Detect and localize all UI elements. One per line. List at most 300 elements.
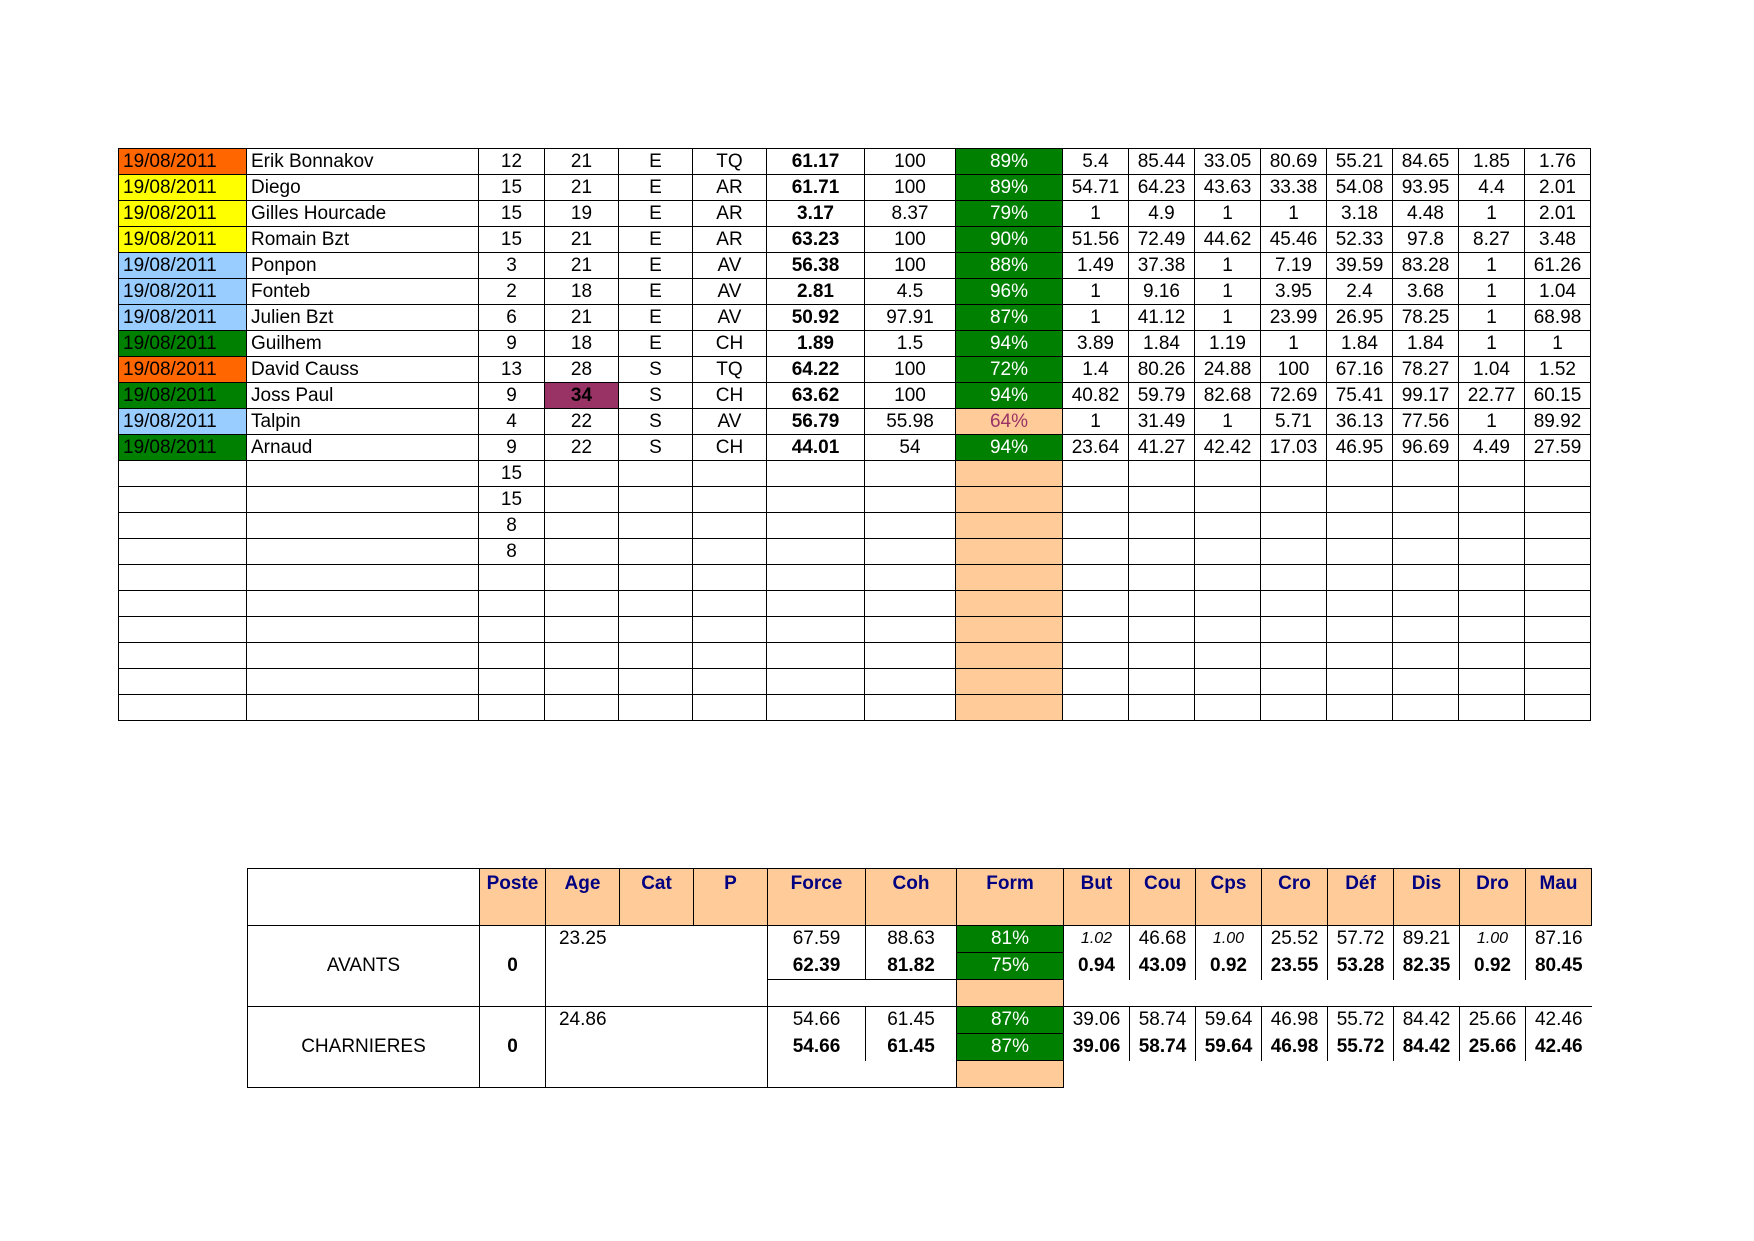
summary-header-mau: Mau (1526, 869, 1592, 926)
summary-body (248, 926, 1592, 1088)
cell-dis: 83.28 (1393, 253, 1459, 279)
summary-header-p: P (694, 869, 768, 926)
cell-player-name (247, 591, 479, 617)
cell-p (694, 926, 768, 953)
cell-date (119, 487, 247, 513)
cell-p (693, 565, 767, 591)
cell-player-name (247, 539, 479, 565)
cell-dro (1459, 565, 1525, 591)
cell-p (693, 591, 767, 617)
cell-poste: 3 (479, 253, 545, 279)
cell-force: 56.38 (767, 253, 865, 279)
cell-def: 55.21 (1327, 149, 1393, 175)
cell-cou: 31.49 (1129, 409, 1195, 435)
cell-form: 87% (956, 305, 1063, 331)
cell-poste: 15 (479, 461, 545, 487)
cell-mau: 1 (1525, 331, 1591, 357)
cell-def (1327, 617, 1393, 643)
spacer-cell (620, 1061, 694, 1088)
avg-cou: 46.68 (1130, 926, 1196, 953)
best-def: 53.28 (1328, 953, 1394, 980)
best-cro: 23.55 (1262, 953, 1328, 980)
cell-but: 1 (1063, 279, 1129, 305)
cell-p-empty (694, 953, 768, 980)
cell-poste: 12 (479, 149, 545, 175)
cell-age-empty (546, 1034, 620, 1061)
cell-cps (1195, 695, 1261, 721)
cell-def (1327, 695, 1393, 721)
cell-mau (1525, 513, 1591, 539)
cell-cro: 23.99 (1261, 305, 1327, 331)
cell-force (767, 565, 865, 591)
best-force: 62.39 (792, 954, 841, 976)
cell-cro (1261, 617, 1327, 643)
cell-age: 28 (545, 357, 619, 383)
cell-but: 3.89 (1063, 331, 1129, 357)
cell-mau (1525, 617, 1591, 643)
cell-poste (479, 591, 545, 617)
cell-def (1327, 669, 1393, 695)
cell-dro: 1 (1459, 253, 1525, 279)
cell-dis: 78.25 (1393, 305, 1459, 331)
best-coh: 61.45 (866, 1034, 957, 1061)
summary-table (247, 868, 1592, 1088)
cell-def (1327, 565, 1393, 591)
cell-age (545, 695, 619, 721)
spacer-cell (1130, 980, 1196, 1007)
cell-coh: 100 (865, 253, 956, 279)
cell-player-name: Talpin (247, 409, 479, 435)
cell-age (545, 513, 619, 539)
cell-poste: 9 (479, 435, 545, 461)
cell-cou: 41.12 (1129, 305, 1195, 331)
cell-player-name: David Causs (247, 357, 479, 383)
cell-force: 1.89 (767, 331, 865, 357)
cell-cps (1195, 487, 1261, 513)
cell-player-name (247, 513, 479, 539)
roster-row (119, 279, 1591, 305)
cell-force: 3.17 (767, 201, 865, 227)
cell-age: 34 (545, 383, 619, 409)
cell-poste: 9 (479, 331, 545, 357)
roster-row (119, 669, 1591, 695)
avg-form: 81% (957, 926, 1064, 953)
cell-cou (1129, 591, 1195, 617)
cell-cps: 44.62 (1195, 227, 1261, 253)
cell-p (693, 461, 767, 487)
summary-header-cat: Cat (620, 869, 694, 926)
cell-age (545, 461, 619, 487)
cell-def: 3.18 (1327, 201, 1393, 227)
cell-player-name: Gilles Hourcade (247, 201, 479, 227)
cell-cro: 33.38 (1261, 175, 1327, 201)
cell-dro: 22.77 (1459, 383, 1525, 409)
cell-but: 1 (1063, 201, 1129, 227)
cell-coh: 100 (865, 357, 956, 383)
cell-dro: 4.4 (1459, 175, 1525, 201)
roster-body (119, 149, 1591, 721)
cell-coh: 100 (865, 175, 956, 201)
cell-coh: 1.5 (865, 331, 956, 357)
cell-form: 79% (956, 201, 1063, 227)
cell-but: 40.82 (1063, 383, 1129, 409)
group-age: 24.86 (558, 1009, 607, 1031)
cell-def (1327, 539, 1393, 565)
cell-dis: 93.95 (1393, 175, 1459, 201)
cell-cro: 80.69 (1261, 149, 1327, 175)
cell-mau: 27.59 (1525, 435, 1591, 461)
cell-p: AR (693, 227, 767, 253)
spacer-cell (1196, 1061, 1262, 1088)
cell-dro (1459, 461, 1525, 487)
cell-but: 51.56 (1063, 227, 1129, 253)
cell-p: AR (693, 175, 767, 201)
cell-player-name: Julien Bzt (247, 305, 479, 331)
roster-row (119, 617, 1591, 643)
best-but: 0.94 (1078, 955, 1115, 976)
cell-dro: 1 (1459, 331, 1525, 357)
cell-dro (1459, 643, 1525, 669)
cell-player-name (247, 565, 479, 591)
cell-age (545, 643, 619, 669)
cell-p (694, 1007, 768, 1034)
spacer-cell (768, 980, 866, 1007)
cell-p: AR (693, 201, 767, 227)
roster-row (119, 201, 1591, 227)
cell-date (119, 539, 247, 565)
roster-row (119, 253, 1591, 279)
best-dis: 82.35 (1394, 953, 1460, 980)
cell-cro: 100 (1261, 357, 1327, 383)
cell-date (119, 513, 247, 539)
cell-cro: 3.95 (1261, 279, 1327, 305)
cell-dis: 78.27 (1393, 357, 1459, 383)
avg-dro: 25.66 (1460, 1007, 1526, 1034)
cell-age: 18 (545, 331, 619, 357)
cell-cou: 59.79 (1129, 383, 1195, 409)
cell-poste: 15 (479, 487, 545, 513)
cell-cat: S (619, 409, 693, 435)
cell-mau (1525, 461, 1591, 487)
spacer-cell (620, 980, 694, 1007)
cell-but: 1.4 (1063, 357, 1129, 383)
cell-age: 18 (545, 279, 619, 305)
cell-poste: 9 (479, 383, 545, 409)
cell-force (767, 513, 865, 539)
cell-dis (1393, 695, 1459, 721)
cell-p: AV (693, 279, 767, 305)
cell-dro: 8.27 (1459, 227, 1525, 253)
avg-cro: 25.52 (1262, 926, 1328, 953)
cell-cat: E (619, 331, 693, 357)
cell-cat: E (619, 279, 693, 305)
cell-cat (619, 539, 693, 565)
cell-def: 39.59 (1327, 253, 1393, 279)
avg-but: 39.06 (1064, 1007, 1130, 1034)
cell-dro: 1 (1459, 305, 1525, 331)
cell-date: 19/08/2011 (119, 383, 247, 409)
cell-def: 46.95 (1327, 435, 1393, 461)
summary-header-age: Age (546, 869, 620, 926)
cell-cou (1129, 669, 1195, 695)
cell-cps (1195, 513, 1261, 539)
cell-cat (619, 513, 693, 539)
avg-coh: 88.63 (866, 926, 957, 953)
cell-def: 52.33 (1327, 227, 1393, 253)
avg-mau: 42.46 (1526, 1007, 1592, 1034)
cell-but (1063, 487, 1129, 513)
cell-def: 54.08 (1327, 175, 1393, 201)
cell-dis: 4.48 (1393, 201, 1459, 227)
cell-form: 64% (956, 409, 1063, 435)
best-cou: 43.09 (1130, 953, 1196, 980)
spacer-cell (1394, 980, 1460, 1007)
cell-mau: 89.92 (1525, 409, 1591, 435)
cell-form (956, 643, 1063, 669)
roster-row (119, 591, 1591, 617)
cell-p (693, 669, 767, 695)
cell-poste (479, 695, 545, 721)
cell-force (767, 643, 865, 669)
cell-cat: E (619, 149, 693, 175)
cell-dro (1459, 591, 1525, 617)
spacer-cell (546, 1061, 620, 1088)
cell-cou (1129, 643, 1195, 669)
cell-player-name: Romain Bzt (247, 227, 479, 253)
cell-form (956, 591, 1063, 617)
cell-age (545, 487, 619, 513)
cell-poste: 8 (479, 513, 545, 539)
cell-p (693, 539, 767, 565)
cell-age (545, 591, 619, 617)
cell-force (767, 487, 865, 513)
cell-cro: 17.03 (1261, 435, 1327, 461)
cell-date: 19/08/2011 (119, 357, 247, 383)
cell-cps (1195, 669, 1261, 695)
cell-player-name (247, 695, 479, 721)
cell-dis (1393, 643, 1459, 669)
cell-def (1327, 461, 1393, 487)
cell-date: 19/08/2011 (119, 175, 247, 201)
cell-force: 64.22 (767, 357, 865, 383)
cell-mau (1525, 643, 1591, 669)
roster-row (119, 175, 1591, 201)
group-poste: 0 (480, 926, 546, 1007)
cell-def: 26.95 (1327, 305, 1393, 331)
summary-header-cps: Cps (1196, 869, 1262, 926)
cell-cps: 1 (1195, 253, 1261, 279)
cell-coh: 4.5 (865, 279, 956, 305)
cell-cps (1195, 539, 1261, 565)
cell-force: 44.01 (767, 435, 865, 461)
cell-poste: 13 (479, 357, 545, 383)
cell-cps: 43.63 (1195, 175, 1261, 201)
cell-cro (1261, 643, 1327, 669)
cell-cro: 45.46 (1261, 227, 1327, 253)
cell-form: 96% (956, 279, 1063, 305)
cell-age (545, 617, 619, 643)
roster-row (119, 227, 1591, 253)
cell-form (956, 617, 1063, 643)
best-but: 39.06 (1072, 1036, 1121, 1057)
cell-cps: 1 (1195, 279, 1261, 305)
cell-cou (1129, 461, 1195, 487)
cell-cat: E (619, 201, 693, 227)
cell-p (693, 643, 767, 669)
cell-def: 36.13 (1327, 409, 1393, 435)
spacer-cell (1064, 1061, 1130, 1088)
cell-form: 90% (956, 227, 1063, 253)
cell-age: 22 (545, 409, 619, 435)
spacer-cell (1460, 980, 1526, 1007)
summary-avg-row (248, 926, 1592, 953)
cell-date: 19/08/2011 (119, 201, 247, 227)
cell-cat (619, 643, 693, 669)
cell-mau: 68.98 (1525, 305, 1591, 331)
cell-but (1063, 513, 1129, 539)
cell-date: 19/08/2011 (119, 279, 247, 305)
cell-player-name: Erik Bonnakov (247, 149, 479, 175)
cell-p (693, 617, 767, 643)
cell-poste: 15 (479, 175, 545, 201)
cell-but (1063, 461, 1129, 487)
cell-cou (1129, 565, 1195, 591)
avg-dis: 84.42 (1394, 1007, 1460, 1034)
cell-player-name (247, 669, 479, 695)
cell-p (693, 513, 767, 539)
cell-poste: 4 (479, 409, 545, 435)
cell-cps: 1 (1195, 201, 1261, 227)
cell-but: 54.71 (1063, 175, 1129, 201)
cell-but: 1.49 (1063, 253, 1129, 279)
cell-cou: 1.84 (1129, 331, 1195, 357)
cell-poste: 15 (479, 227, 545, 253)
cell-player-name (247, 643, 479, 669)
spacer-cell (1526, 1061, 1592, 1088)
cell-player-name: Guilhem (247, 331, 479, 357)
cell-def (1327, 487, 1393, 513)
cell-dis (1393, 565, 1459, 591)
spacer-cell (1328, 980, 1394, 1007)
cell-cro (1261, 539, 1327, 565)
cell-cro (1261, 565, 1327, 591)
cell-poste: 15 (479, 201, 545, 227)
avg-cou: 58.74 (1130, 1007, 1196, 1034)
summary-header-cou: Cou (1130, 869, 1196, 926)
spacer-cell (694, 980, 768, 1007)
cell-poste (479, 669, 545, 695)
cell-player-name (247, 487, 479, 513)
cell-p: AV (693, 409, 767, 435)
cell-mau (1525, 487, 1591, 513)
cell-cat (619, 617, 693, 643)
summary-avg-row (248, 1007, 1592, 1034)
spacer-cell (866, 1061, 957, 1088)
cell-poste (479, 617, 545, 643)
cell-mau: 1.52 (1525, 357, 1591, 383)
cell-force (767, 539, 865, 565)
cell-coh (865, 513, 956, 539)
summary-header-poste: Poste (480, 869, 546, 926)
cell-cps: 82.68 (1195, 383, 1261, 409)
cell-mau (1525, 539, 1591, 565)
cell-dro: 4.49 (1459, 435, 1525, 461)
cell-form (956, 669, 1063, 695)
roster-row (119, 409, 1591, 435)
cell-cat-empty (620, 1034, 694, 1061)
cell-but (1063, 695, 1129, 721)
cell-cou (1129, 617, 1195, 643)
roster-row (119, 357, 1591, 383)
cell-form (956, 539, 1063, 565)
roster-row (119, 383, 1591, 409)
cell-cat: E (619, 175, 693, 201)
cell-form: 72% (956, 357, 1063, 383)
cell-cro: 7.19 (1261, 253, 1327, 279)
cell-cat: S (619, 383, 693, 409)
cell-but (1063, 669, 1129, 695)
cell-def (1327, 591, 1393, 617)
cell-mau: 1.04 (1525, 279, 1591, 305)
cell-mau: 3.48 (1525, 227, 1591, 253)
summary-header-force: Force (768, 869, 866, 926)
avg-cps: 1.00 (1196, 926, 1262, 953)
group-label: AVANTS (248, 926, 480, 1007)
cell-poste: 6 (479, 305, 545, 331)
cell-mau: 2.01 (1525, 201, 1591, 227)
cell-date (119, 591, 247, 617)
cell-coh: 54 (865, 435, 956, 461)
cell-dro (1459, 487, 1525, 513)
summary-header-coh: Coh (866, 869, 957, 926)
cell-dro (1459, 617, 1525, 643)
roster-row (119, 565, 1591, 591)
summary-header-blank (248, 869, 480, 926)
cell-force: 50.92 (767, 305, 865, 331)
group-age: 23.25 (558, 928, 607, 950)
cell-form: 94% (956, 435, 1063, 461)
best-mau: 80.45 (1526, 953, 1592, 980)
cell-form: 89% (956, 149, 1063, 175)
cell-cro (1261, 669, 1327, 695)
spacer-cell (1064, 980, 1130, 1007)
spacer-cell (1262, 980, 1328, 1007)
cell-cou: 37.38 (1129, 253, 1195, 279)
cell-p: CH (693, 435, 767, 461)
roster-row (119, 435, 1591, 461)
cell-form: 94% (956, 383, 1063, 409)
cell-coh: 100 (865, 383, 956, 409)
cell-player-name: Fonteb (247, 279, 479, 305)
cell-coh (865, 461, 956, 487)
best-dro: 25.66 (1460, 1034, 1526, 1061)
cell-dis: 1.84 (1393, 331, 1459, 357)
cell-but: 23.64 (1063, 435, 1129, 461)
cell-mau: 2.01 (1525, 175, 1591, 201)
spacer-cell (768, 1061, 866, 1088)
cell-p: TQ (693, 357, 767, 383)
cell-player-name (247, 461, 479, 487)
cell-but: 1 (1063, 305, 1129, 331)
spacer-cell (1460, 1061, 1526, 1088)
best-dis: 84.42 (1394, 1034, 1460, 1061)
group-label: CHARNIERES (248, 1007, 480, 1088)
cell-cps (1195, 461, 1261, 487)
summary-header-déf: Déf (1328, 869, 1394, 926)
cell-player-name (247, 617, 479, 643)
cell-date: 19/08/2011 (119, 409, 247, 435)
roster-row (119, 643, 1591, 669)
